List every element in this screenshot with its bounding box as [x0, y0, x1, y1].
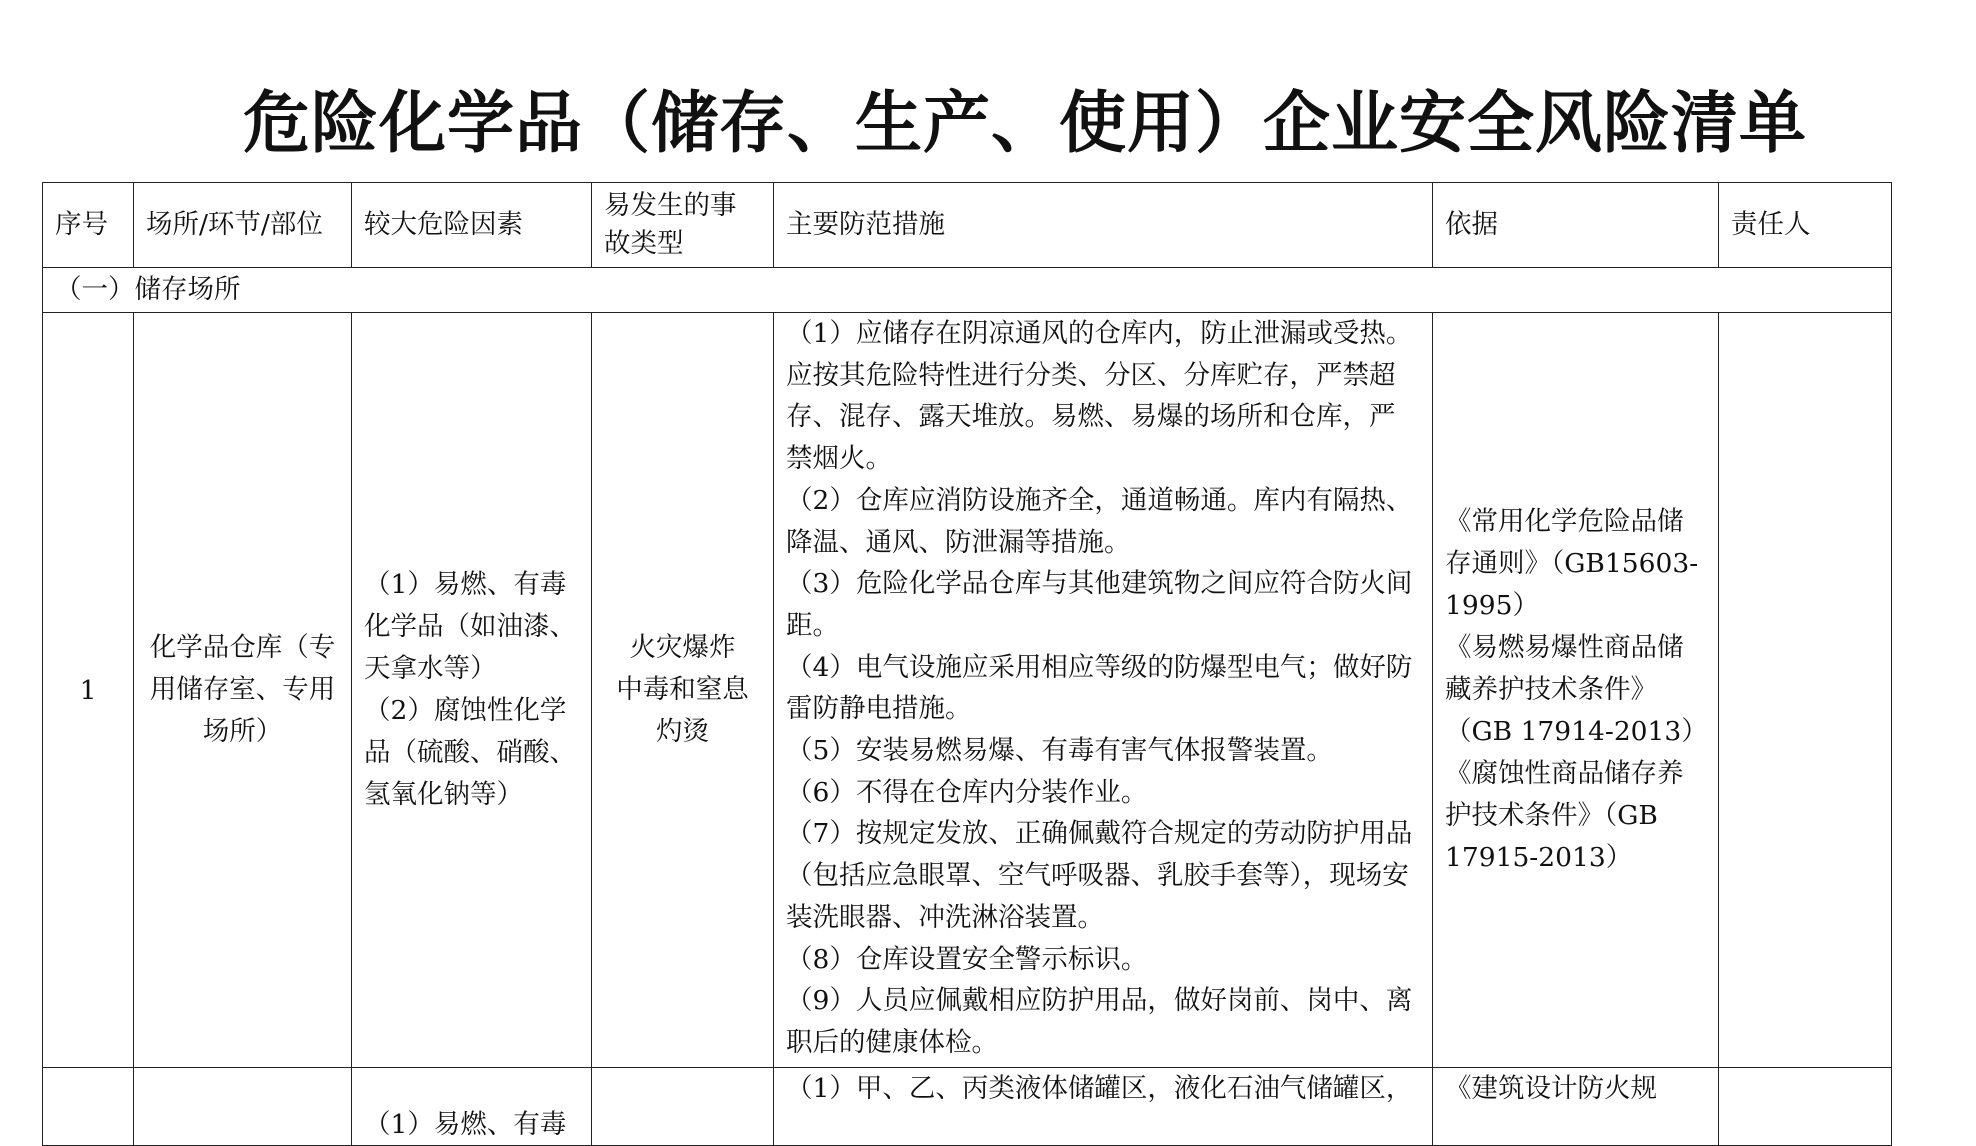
- header-responsible: 责任人: [1719, 183, 1892, 268]
- header-index: 序号: [43, 183, 134, 268]
- row-index: 1: [43, 313, 134, 1068]
- measure-item: （7）按规定发放、正确佩戴符合规定的劳动防护用品（包括应急眼罩、空气呼吸器、乳胶手套等），现场安装洗眼器、冲洗淋浴装置。: [786, 818, 1413, 933]
- row-responsible: [1719, 313, 1892, 1068]
- document-title: 危险化学品（储存、生产、使用）企业安全风险清单: [243, 84, 1807, 162]
- measure-item: （5）安装易燃易爆、有毒有害气体报警装置。: [786, 735, 1333, 767]
- header-accident-type: 易发生的事故类型: [592, 183, 774, 268]
- row-measures: [774, 1068, 1433, 1146]
- table-row: [43, 1068, 1892, 1146]
- hazard-item: （2）腐蚀性化学品（硫酸、硝酸、氢氧化钠等）: [364, 695, 576, 810]
- basis-item: 《建筑设计防火规: [1445, 1073, 1657, 1104]
- section-row: [43, 268, 1892, 313]
- header-place: 场所/环节/部位: [134, 183, 352, 268]
- row-index: [43, 1068, 134, 1146]
- row-hazards: [352, 313, 592, 1068]
- row-accident-types: [592, 1068, 774, 1146]
- row-measures: [774, 313, 1433, 1068]
- basis-item: 《腐蚀性商品储存养护技术条件》（GB 17915-2013）: [1445, 758, 1684, 873]
- hazard-item: （1）易燃、有毒化学品（如油漆、天拿水等）: [364, 569, 576, 684]
- row-responsible: [1719, 1068, 1892, 1146]
- row-basis: [1433, 313, 1719, 1068]
- section-title: （一）储存场所: [43, 268, 1892, 313]
- header-measures: 主要防范措施: [774, 183, 1433, 268]
- header-hazards: 较大危险因素: [352, 183, 592, 268]
- row-place: [134, 1068, 352, 1146]
- risk-table: [42, 182, 1892, 1146]
- measure-item: （3）危险化学品仓库与其他建筑物之间应符合防火间距。: [786, 568, 1413, 641]
- measure-item: （1）应储存在阴凉通风的仓库内，防止泄漏或受热。应按其危险特性进行分类、分区、分库贮存，严禁超存、混存、露天堆放。易燃、易爆的场所和仓库，严禁烟火。: [786, 318, 1413, 475]
- measure-item: （4）电气设施应采用相应等级的防爆型电气；做好防雷防静电措施。: [786, 651, 1413, 725]
- measure-item: （1）甲、乙、丙类液体储罐区，液化石油气储罐区，: [786, 1073, 1413, 1104]
- row-place: 化学品仓库（专用储存室、专用场所）: [134, 313, 352, 1068]
- accident-item: 火灾爆炸: [629, 632, 736, 663]
- table-header-row: [43, 183, 1892, 268]
- row-accident-types: [592, 313, 774, 1068]
- table-row: [43, 313, 1892, 1068]
- measure-item: （6）不得在仓库内分装作业。: [786, 776, 1148, 808]
- accident-item: 灼烫: [656, 716, 709, 747]
- row-hazards: [352, 1068, 592, 1146]
- measure-item: （8）仓库设置安全警示标识。: [786, 943, 1148, 975]
- accident-item: 中毒和窒息: [616, 674, 749, 705]
- measure-item: （2）仓库应消防设施齐全，通道畅通。库内有隔热、降温、通风、防泄漏等措施。: [786, 484, 1413, 558]
- hazard-item: （1）易燃、有毒: [364, 1109, 567, 1140]
- basis-item: 《易燃易爆性商品储藏养护技术条件》（GB 17914-2013）: [1445, 632, 1708, 747]
- row-basis: [1433, 1068, 1719, 1146]
- basis-item: 《常用化学危险品储存通则》（GB15603-1995）: [1445, 506, 1699, 621]
- header-basis: 依据: [1433, 183, 1719, 268]
- measure-item: （9）人员应佩戴相应防护用品，做好岗前、岗中、离职后的健康体检。: [786, 985, 1413, 1058]
